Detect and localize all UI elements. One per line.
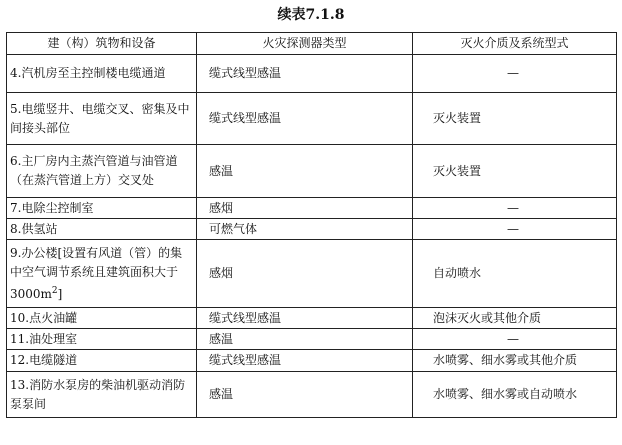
cell-detector: 感温 xyxy=(197,372,413,418)
cell-extinguish: — xyxy=(413,55,617,93)
table-row xyxy=(7,329,617,350)
cell-building: 4.汽机房至主控制楼电缆通道 xyxy=(7,55,197,93)
cell-extinguish: 灭火装置 xyxy=(413,93,617,145)
cell-detector: 缆式线型感温 xyxy=(197,93,413,145)
cell-detector: 感烟 xyxy=(197,240,413,308)
cell-building: 9.办公楼[设置有风道（管）的集中空气调节系统且建筑面积大于$3000m^2$] xyxy=(7,240,197,308)
cell-building: 12.电缆隧道 xyxy=(7,350,197,372)
table-row xyxy=(7,219,617,240)
header-extinguishing-medium: 灭火介质及系统型式 xyxy=(413,33,617,55)
cell-building: 7.电除尘控制室 xyxy=(7,198,197,219)
fire-detection-table xyxy=(6,32,617,418)
cell-detector: 感温 xyxy=(197,145,413,198)
cell-building: 11.油处理室 xyxy=(7,329,197,350)
table-row xyxy=(7,198,617,219)
cell-detector: 缆式线型感温 xyxy=(197,55,413,93)
cell-extinguish: 水喷雾、细水雾或其他介质 xyxy=(413,350,617,372)
cell-building: 13.消防水泵房的柴油机驱动消防泵泵间 xyxy=(7,372,197,418)
table-header-row xyxy=(7,33,617,55)
cell-extinguish: — xyxy=(413,219,617,240)
table-row xyxy=(7,145,617,198)
cell-extinguish: 泡沫灭火或其他介质 xyxy=(413,308,617,329)
table-title: 续表7.1.8 xyxy=(277,7,345,23)
table-row xyxy=(7,350,617,372)
cell-detector: 缆式线型感温 xyxy=(197,308,413,329)
header-detector-type: 火灾探测器类型 xyxy=(197,33,413,55)
table-row xyxy=(7,240,617,308)
table-row xyxy=(7,55,617,93)
table-row xyxy=(7,372,617,418)
cell-extinguish: — xyxy=(413,198,617,219)
cell-detector: 缆式线型感温 xyxy=(197,350,413,372)
cell-extinguish: 水喷雾、细水雾或自动喷水 xyxy=(413,372,617,418)
cell-building: 5.电缆竖井、电缆交叉、密集及中间接头部位 xyxy=(7,93,197,145)
cell-detector: 感温 xyxy=(197,329,413,350)
table-row xyxy=(7,308,617,329)
cell-extinguish: — xyxy=(413,329,617,350)
cell-building: 8.供氢站 xyxy=(7,219,197,240)
cell-extinguish: 灭火装置 xyxy=(413,145,617,198)
table-row xyxy=(7,93,617,145)
cell-detector: 感烟 xyxy=(197,198,413,219)
cell-building: 10.点火油罐 xyxy=(7,308,197,329)
header-building: 建（构）筑物和设备 xyxy=(7,33,197,55)
cell-building: 6.主厂房内主蒸汽管道与油管道（在蒸汽管道上方）交叉处 xyxy=(7,145,197,198)
cell-detector: 可燃气体 xyxy=(197,219,413,240)
cell-extinguish: 自动喷水 xyxy=(413,240,617,308)
